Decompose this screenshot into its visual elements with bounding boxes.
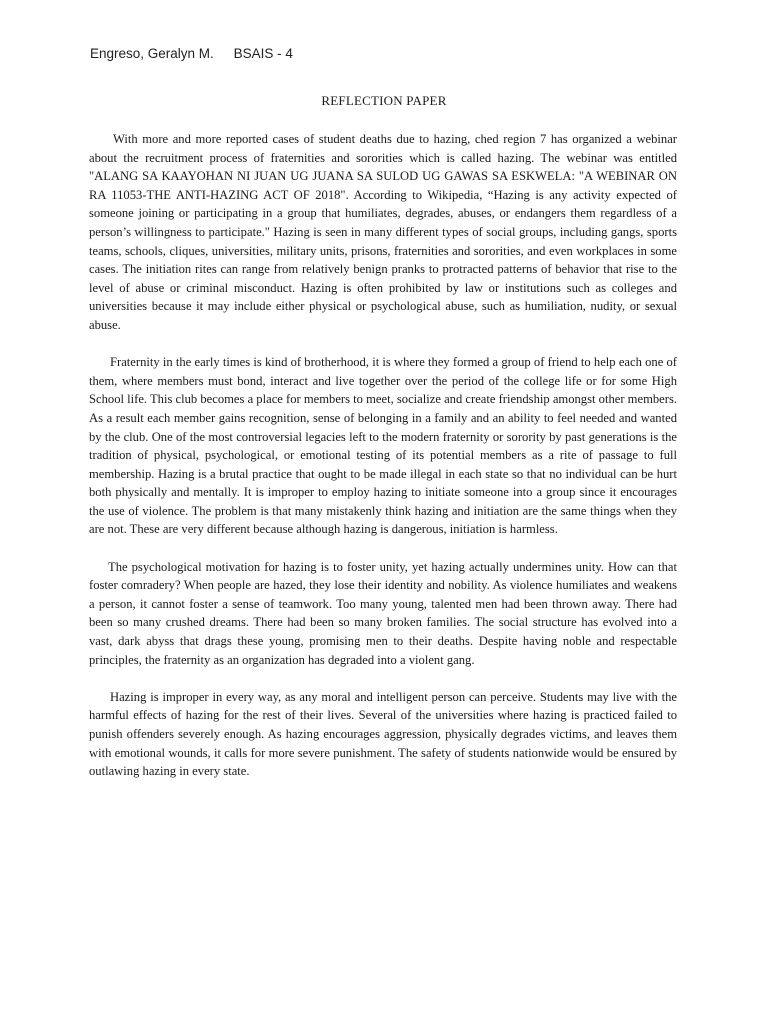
paragraph-2: Fraternity in the early times is kind of brotherhood, it is where they formed a group of friend to help each one of them, where members must bond, interact and live together over the period of the college life or for some High School life. This club becomes a place for members to meet, socialize and create friendship amongst other members. As a result each member gains recognition, sense of belonging in a family and an ability to feel needed and wanted by the club. One of the most controversial legacies left to the modern fraternity or sorority by past generations is the tradition of physical, psychological, or emotional testing of its potential members as a rite of passage to full membership. Hazing is a brutal practice that ought to be made illegal in each state so that no individual can be hurt both physically and mentally. It is improper to employ hazing to initiate someone into a group since it encourages the use of violence. The problem is that many mistakenly think hazing and initiation are the same things when they are not. These are very different because although hazing is dangerous, initiation is harmless. <box>89 355 677 537</box>
paragraph-1: With more and more reported cases of student deaths due to hazing, ched region 7 has organized a webinar about the recruitment process of fraternities and sororities which is called hazing. The webinar was entitled "ALANG SA KAAYOHAN NI JUAN UG JUANA SA SULOD UG GAWAS SA ESKWELA: "A WEBINAR ON RA 11053-THE ANTI-HAZING ACT OF 2018". According to Wikipedia, “Hazing is any activity expected of someone joining or participating in a group that humiliates, degrades, abuses, or endangers them regardless of a person’s willingness to participate." Hazing is seen in many different types of social groups, including gangs, sports teams, schools, cliques, universities, military units, prisons, fraternities and sororities, and even workplaces in some cases. The initiation rites can range from relatively benign pranks to protracted patterns of behavior that rise to the level of abuse or criminal misconduct. Hazing is often prohibited by law or institutions such as colleges and universities because it may include either physical or psychological abuse, such as humiliation, nudity, or sexual abuse. <box>89 132 677 332</box>
paragraph-4: Hazing is improper in every way, as any moral and intelligent person can perceive. Students may live with the harmful effects of hazing for the rest of their lives. Several of the universities where hazing is practiced failed to punish offenders severely enough. As hazing encourages aggression, physically degrades victims, and leaves them with emotional wounds, it calls for more severe punishment. The safety of students nationwide would be ensured by outlawing hazing in every state. <box>89 689 677 779</box>
page-title: REFLECTION PAPER <box>321 93 447 108</box>
course-program: BSAIS - 4 <box>233 46 293 61</box>
author-name: Engreso, Geralyn M. <box>90 46 214 61</box>
author-header <box>90 46 293 61</box>
document-body <box>89 130 677 799</box>
paragraph-3: The psychological motivation for hazing is to foster unity, yet hazing actually undermines unity. How can that foster comradery? When people are hazed, they lose their identity and nobility. As violence humiliates and weakens a person, it cannot foster a sense of teamwork. Too many young, talented men had been thrown away. There had been so many crushed dreams. There had been so many broken families. The social structure has evolved into a vast, dark abyss that drags these young, promising men to their deaths. Despite having noble and respectable principles, the fraternity as an organization has degraded into a violent gang. <box>89 559 677 667</box>
